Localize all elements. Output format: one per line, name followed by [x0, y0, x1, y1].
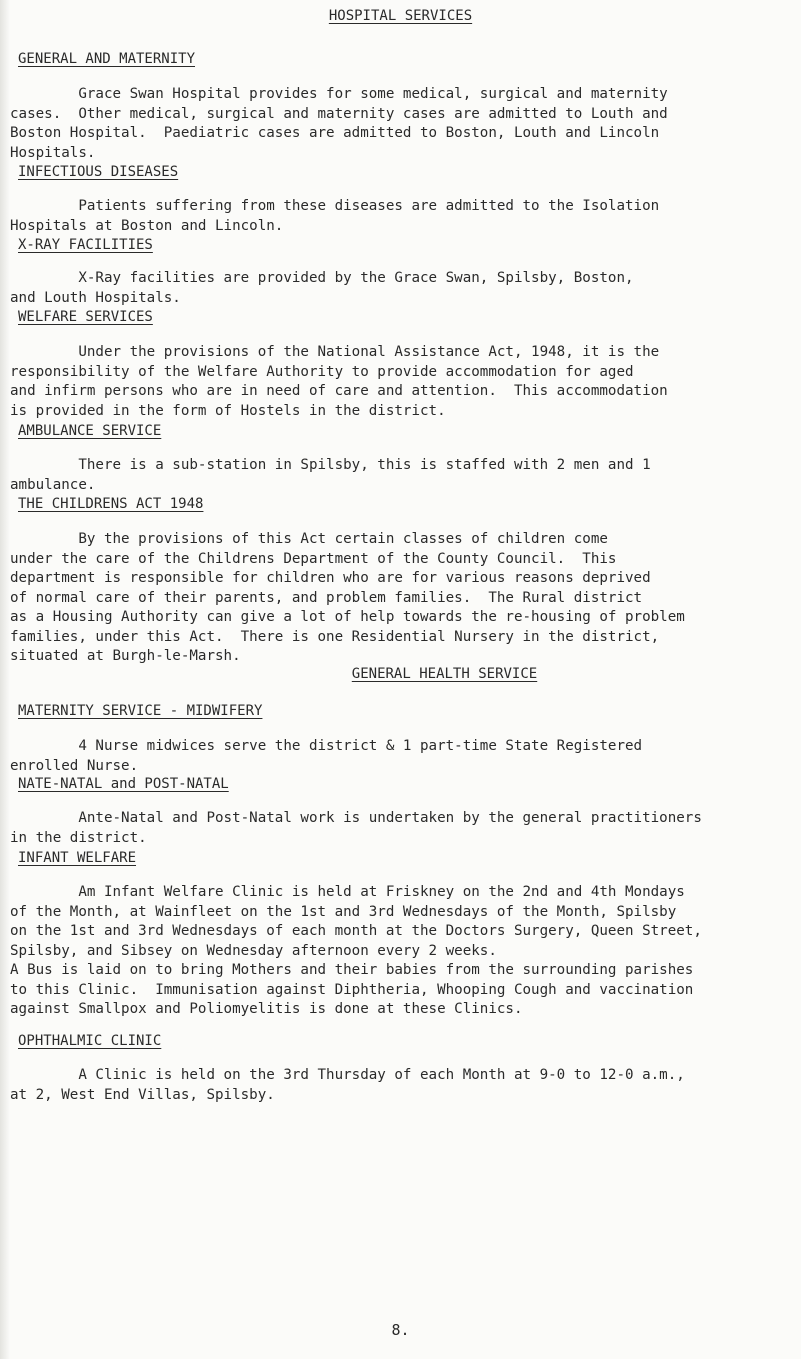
para-natal: Ante-Natal and Post-Natal work is undertaken by the general practitioners in the district.: [10, 810, 702, 846]
heading-natal: NATE-NATAL and POST-NATAL: [18, 776, 229, 792]
page-edge-shadow: [0, 0, 10, 1359]
heading-ophthalmic: OPHTHALMIC CLINIC: [18, 1033, 162, 1049]
para-general-maternity: Grace Swan Hospital provides for some medical, surgical and maternity cases. Other medical, surgical and maternity cases are admitted to Louth and Boston Hospital. Paediatric cases are admitted to Boston, Louth and Lincoln Hospitals.: [10, 86, 668, 161]
para-welfare: Under the provisions of the National Assistance Act, 1948, it is the responsibility of the Welfare Authority to provide accommodation for aged and infirm persons who are in need of care and attention. This accommodation is provided in the form of Hostels in the district.: [10, 344, 668, 419]
heading-infectious: INFECTIOUS DISEASES: [18, 164, 179, 180]
para-midwifery: 4 Nurse midwices serve the district & 1 part-time State Registered enrolled Nurse.: [10, 738, 643, 774]
heading-welfare: WELFARE SERVICES: [18, 309, 153, 325]
general-health-title: GENERAL HEALTH SERVICE: [351, 666, 538, 682]
heading-childrens-act: THE CHILDRENS ACT 1948: [18, 496, 204, 512]
para-ambulance: There is a sub-station in Spilsby, this is staffed with 2 men and 1 ambulance.: [10, 457, 651, 493]
page-number: 8.: [391, 1321, 410, 1339]
para-ophthalmic: A Clinic is held on the 3rd Thursday of each Month at 9-0 to 12-0 a.m., at 2, West End Villas, Spilsby.: [10, 1067, 685, 1103]
para-xray: X-Ray facilities are provided by the Grace Swan, Spilsby, Boston, and Louth Hospitals.: [10, 270, 634, 306]
para-infectious: Patients suffering from these diseases are admitted to the Isolation Hospitals at Boston and Lincoln.: [10, 198, 660, 234]
para-childrens-act: By the provisions of this Act certain classes of children come under the care of the Childrens Department of the County Council. This department is responsible for children who are for various reasons deprived of normal care of their parents, and problem families. The Rural district as a Housing Authority can give a lot of help towards the re-housing of problem families, under this Act. There is one Residential Nursery in the district, situated at Burgh-le-Marsh.: [10, 531, 685, 664]
heading-ambulance: AMBULANCE SERVICE: [18, 423, 162, 439]
page-title: HOSPITAL SERVICES: [328, 8, 473, 24]
heading-general-maternity: GENERAL AND MATERNITY: [18, 51, 196, 67]
heading-xray: X-RAY FACILITIES: [18, 237, 153, 253]
heading-infant-welfare: INFANT WELFARE: [18, 850, 137, 866]
heading-midwifery: MATERNITY SERVICE - MIDWIFERY: [18, 703, 263, 719]
para-infant-welfare: Am Infant Welfare Clinic is held at Friskney on the 2nd and 4th Mondays of the Month, at Wainfleet on the 1st and 3rd Wednesdays of the Month, Spilsby on the 1st and 3rd Wednesdays of each month at the Doctors Surgery, Queen Street, Spilsby, and Sibsey on Wednesday afternoon every 2 weeks. A Bus is laid on to bring Mothers and their babies from the surrounding parishes to this Clinic. Immunisation against Diphtheria, Whooping Cough and vaccination against Smallpox and Poliomyelitis is done at these Clinics.: [10, 884, 702, 1017]
